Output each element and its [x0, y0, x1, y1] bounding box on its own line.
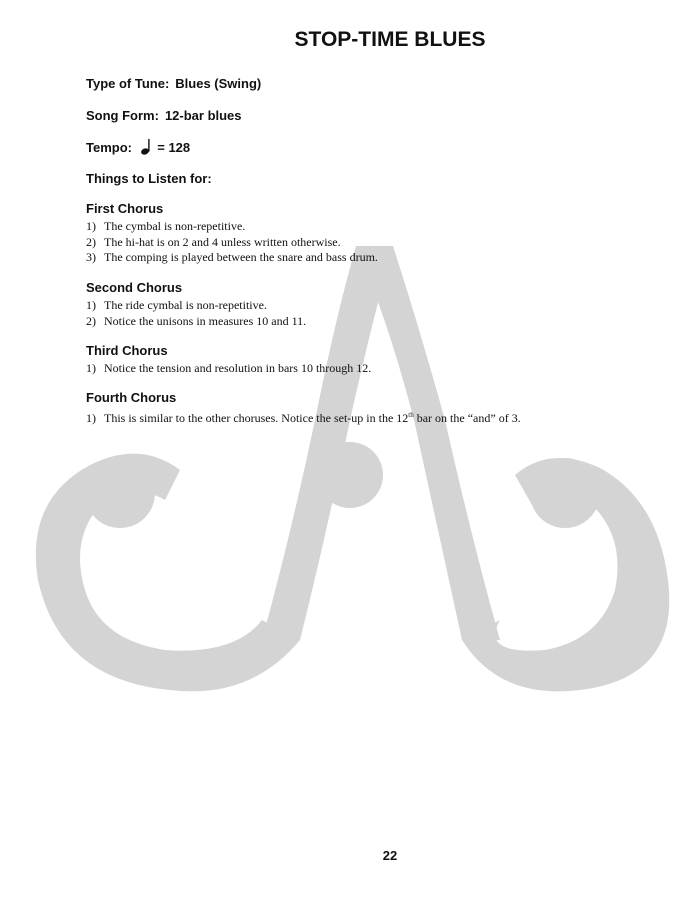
tune-type-value: Blues (Swing) — [175, 76, 262, 91]
item-text: Notice the tension and resolution in bars 10 through 12. — [104, 361, 372, 375]
list-item — [86, 298, 646, 314]
section-fourth-chorus — [86, 390, 646, 427]
tempo-value: = 128 — [157, 140, 191, 155]
section-heading: Second Chorus — [86, 280, 183, 295]
page-number: 22 — [382, 848, 398, 863]
item-number: 3) — [86, 250, 96, 264]
list-item — [86, 219, 646, 235]
item-number: 1) — [86, 298, 96, 312]
item-text: The comping is played between the snare and bass drum. — [104, 250, 378, 264]
list-item — [86, 235, 646, 251]
tempo-line — [86, 139, 190, 155]
item-number: 1) — [86, 219, 96, 233]
list-item — [86, 250, 646, 266]
section-first-chorus — [86, 201, 646, 266]
song-form-line — [86, 108, 242, 123]
listen-heading: Things to Listen for: — [86, 171, 212, 186]
song-form-label: Song Form: — [86, 108, 159, 123]
item-list — [86, 298, 646, 329]
item-text: The cymbal is non-repetitive. — [104, 219, 246, 233]
section-second-chorus — [86, 280, 646, 329]
tune-type-line — [86, 76, 261, 91]
ordinal-suffix: th — [408, 411, 414, 419]
list-item — [86, 314, 646, 330]
page-title: STOP-TIME BLUES — [294, 28, 486, 51]
tune-type-label: Type of Tune: — [86, 76, 170, 91]
section-heading: Fourth Chorus — [86, 390, 177, 405]
item-number: 2) — [86, 313, 96, 328]
item-number: 2) — [86, 234, 96, 249]
item-text-after: bar on the “and” of 3. — [413, 411, 521, 425]
section-heading: Third Chorus — [86, 343, 168, 358]
item-text-before: This is similar to the other choruses. Notice the set-up in the 12 — [104, 411, 409, 425]
item-number: 1) — [86, 361, 96, 375]
song-form-value: 12-bar blues — [164, 108, 242, 123]
item-list — [86, 361, 646, 377]
quarter-note-icon — [140, 139, 154, 155]
list-item — [86, 408, 646, 427]
item-list — [86, 408, 646, 427]
item-text: The hi-hat is on 2 and 4 unless written otherwise. — [104, 234, 341, 249]
item-number: 1) — [86, 411, 96, 425]
section-heading: First Chorus — [86, 201, 164, 216]
tempo-label: Tempo: — [86, 140, 132, 155]
section-third-chorus — [86, 343, 646, 377]
list-item — [86, 361, 646, 377]
item-text: Notice the unisons in measures 10 and 11. — [104, 313, 307, 328]
item-text: The ride cymbal is non-repetitive. — [104, 298, 267, 312]
item-list — [86, 219, 646, 266]
